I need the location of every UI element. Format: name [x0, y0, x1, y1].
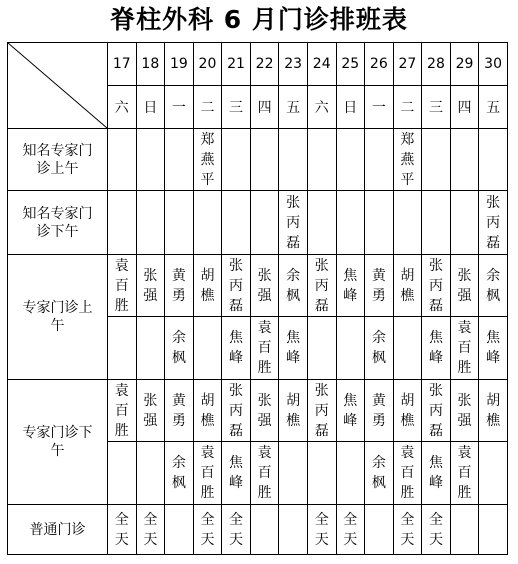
shift-cell — [136, 380, 165, 442]
doctor-name: 余枫 — [371, 455, 386, 491]
doctor-name: 余枫 — [371, 330, 386, 366]
date-cell: 25 — [336, 43, 365, 86]
doctor-name: 张强 — [457, 392, 472, 429]
weekday-cell: 日 — [136, 86, 165, 129]
doctor-name: 全天 — [343, 511, 358, 548]
shift-cell — [336, 191, 365, 255]
doctor-name: 焦峰 — [486, 330, 501, 366]
shift-cell — [307, 317, 336, 380]
weekday-cell: 三 — [222, 86, 251, 129]
weekday-cell: 一 — [165, 86, 194, 129]
doctor-name: 余枫 — [171, 330, 186, 366]
shift-cell — [222, 317, 251, 380]
date-cell: 20 — [193, 43, 222, 86]
shift-cell — [393, 255, 422, 317]
shift-cell — [108, 317, 137, 380]
doctor-name: 黄勇 — [371, 267, 386, 304]
row-label-text: 专家门诊上午 — [22, 300, 93, 334]
shift-cell — [250, 505, 279, 555]
shift-cell — [307, 442, 336, 505]
date-cell: 23 — [279, 43, 308, 86]
shift-cell — [136, 191, 165, 255]
doctor-name: 张丙磊 — [229, 382, 244, 439]
weekday-cell: 日 — [336, 86, 365, 129]
shift-cell — [336, 442, 365, 505]
shift-cell — [222, 191, 251, 255]
weekday-cell: 二 — [193, 86, 222, 129]
shift-cell — [450, 442, 479, 505]
date-cell: 24 — [307, 43, 336, 86]
weekday-cell: 三 — [422, 86, 451, 129]
shift-cell — [307, 129, 336, 191]
doctor-name: 袁百胜 — [114, 257, 129, 314]
shift-cell — [136, 317, 165, 380]
shift-cell — [422, 191, 451, 255]
doctor-name: 袁百胜 — [457, 320, 472, 376]
schedule-row — [8, 505, 508, 555]
shift-cell — [136, 255, 165, 317]
shift-cell — [250, 129, 279, 191]
shift-cell — [365, 442, 394, 505]
shift-cell — [279, 505, 308, 555]
date-cell: 30 — [479, 43, 508, 86]
doctor-name: 张丙磊 — [486, 194, 501, 251]
shift-cell — [250, 380, 279, 442]
shift-cell — [108, 191, 137, 255]
shift-cell — [450, 129, 479, 191]
weekday-cell: 四 — [250, 86, 279, 129]
shift-cell — [422, 317, 451, 380]
doctor-name: 袁百胜 — [114, 382, 129, 439]
doctor-name: 张丙磊 — [314, 257, 329, 314]
shift-cell — [108, 380, 137, 442]
date-cell: 27 — [393, 43, 422, 86]
shift-cell — [479, 505, 508, 555]
weekday-cell: 一 — [365, 86, 394, 129]
shift-cell — [479, 317, 508, 380]
doctor-name: 郑燕平 — [200, 131, 215, 188]
shift-cell — [307, 255, 336, 317]
date-row — [8, 43, 508, 86]
doctor-name: 焦峰 — [343, 267, 358, 304]
shift-cell — [193, 505, 222, 555]
shift-cell — [307, 505, 336, 555]
doctor-name: 全天 — [114, 511, 129, 548]
shift-cell — [393, 505, 422, 555]
shift-cell — [193, 317, 222, 380]
shift-cell — [165, 505, 194, 555]
doctor-name: 黄勇 — [371, 392, 386, 429]
shift-cell — [336, 317, 365, 380]
shift-cell — [279, 317, 308, 380]
row-label-text: 知名专家门诊上午 — [22, 142, 93, 177]
doctor-name: 胡樵 — [486, 392, 501, 429]
doctor-name: 全天 — [229, 511, 244, 548]
doctor-name: 张强 — [257, 267, 272, 304]
shift-cell — [108, 129, 137, 191]
doctor-name: 胡樵 — [200, 392, 215, 429]
diagonal-line — [8, 43, 107, 128]
shift-cell — [393, 317, 422, 380]
shift-cell — [336, 255, 365, 317]
doctor-name: 全天 — [143, 511, 158, 548]
doctor-name: 全天 — [400, 511, 415, 548]
shift-cell — [450, 255, 479, 317]
shift-cell — [479, 191, 508, 255]
shift-cell — [165, 191, 194, 255]
shift-cell — [422, 255, 451, 317]
doctor-name: 焦峰 — [343, 392, 358, 429]
doctor-name: 胡樵 — [286, 392, 301, 429]
doctor-name: 袁百胜 — [257, 445, 272, 501]
doctor-name: 余枫 — [286, 267, 301, 304]
doctor-name: 余枫 — [171, 455, 186, 491]
shift-cell — [279, 191, 308, 255]
shift-cell — [365, 255, 394, 317]
row-label — [8, 505, 108, 555]
row-label-text: 专家门诊下午 — [22, 425, 93, 459]
doctor-name: 袁百胜 — [200, 445, 215, 501]
shift-cell — [422, 442, 451, 505]
shift-cell — [222, 380, 251, 442]
shift-cell — [307, 380, 336, 442]
shift-cell — [165, 255, 194, 317]
doctor-name: 全天 — [428, 511, 443, 548]
row-label — [8, 129, 108, 191]
shift-cell — [336, 505, 365, 555]
shift-cell — [165, 380, 194, 442]
doctor-name: 黄勇 — [171, 392, 186, 429]
shift-cell — [279, 442, 308, 505]
shift-cell — [365, 505, 394, 555]
shift-cell — [393, 380, 422, 442]
weekday-cell: 六 — [307, 86, 336, 129]
shift-cell — [222, 255, 251, 317]
doctor-name: 焦峰 — [428, 330, 443, 366]
weekday-cell: 二 — [393, 86, 422, 129]
shift-cell — [193, 442, 222, 505]
shift-cell — [222, 505, 251, 555]
shift-cell — [222, 442, 251, 505]
doctor-name: 张丙磊 — [229, 257, 244, 314]
shift-cell — [450, 505, 479, 555]
doctor-name: 全天 — [200, 511, 215, 548]
date-cell: 26 — [365, 43, 394, 86]
date-cell: 22 — [250, 43, 279, 86]
doctor-name: 全天 — [314, 511, 329, 548]
weekday-cell: 六 — [108, 86, 137, 129]
doctor-name: 张丙磊 — [286, 194, 301, 251]
shift-cell — [393, 191, 422, 255]
shift-cell — [279, 380, 308, 442]
shift-cell — [250, 317, 279, 380]
date-cell: 21 — [222, 43, 251, 86]
shift-cell — [393, 129, 422, 191]
shift-cell — [193, 191, 222, 255]
shift-cell — [250, 442, 279, 505]
doctor-name: 胡樵 — [200, 267, 215, 304]
doctor-name: 袁百胜 — [457, 445, 472, 501]
doctor-name: 焦峰 — [286, 330, 301, 366]
doctor-name: 张强 — [257, 392, 272, 429]
doctor-name: 焦峰 — [428, 455, 443, 491]
shift-cell — [365, 129, 394, 191]
shift-cell — [336, 380, 365, 442]
doctor-name: 张丙磊 — [428, 257, 443, 314]
shift-cell — [422, 129, 451, 191]
shift-cell — [479, 380, 508, 442]
shift-cell — [136, 505, 165, 555]
shift-cell — [336, 129, 365, 191]
shift-cell — [136, 129, 165, 191]
doctor-name: 张丙磊 — [428, 382, 443, 439]
shift-cell — [250, 191, 279, 255]
shift-cell — [479, 129, 508, 191]
shift-cell — [108, 505, 137, 555]
shift-cell — [136, 442, 165, 505]
date-cell: 18 — [136, 43, 165, 86]
doctor-name: 胡樵 — [400, 267, 415, 304]
weekday-cell: 五 — [479, 86, 508, 129]
row-label — [8, 191, 108, 255]
shift-cell — [307, 191, 336, 255]
doctor-name: 袁百胜 — [257, 320, 272, 376]
doctor-name: 焦峰 — [229, 455, 244, 491]
shift-cell — [422, 380, 451, 442]
schedule-row — [8, 191, 508, 255]
shift-cell — [393, 442, 422, 505]
doctor-name: 郑燕平 — [400, 131, 415, 188]
shift-cell — [479, 255, 508, 317]
shift-cell — [365, 317, 394, 380]
schedule-row — [8, 380, 508, 442]
schedule-row — [8, 129, 508, 191]
shift-cell — [422, 505, 451, 555]
date-cell: 19 — [165, 43, 194, 86]
weekday-cell: 四 — [450, 86, 479, 129]
shift-cell — [479, 442, 508, 505]
date-cell: 17 — [108, 43, 137, 86]
shift-cell — [450, 380, 479, 442]
shift-cell — [165, 317, 194, 380]
date-cell: 29 — [450, 43, 479, 86]
shift-cell — [279, 129, 308, 191]
doctor-name: 袁百胜 — [400, 445, 415, 501]
shift-cell — [450, 191, 479, 255]
shift-cell — [193, 129, 222, 191]
row-label — [8, 255, 108, 380]
doctor-name: 黄勇 — [171, 267, 186, 304]
shift-cell — [222, 129, 251, 191]
row-label — [8, 380, 108, 505]
shift-cell — [279, 255, 308, 317]
doctor-name: 余枫 — [486, 267, 501, 304]
shift-cell — [108, 255, 137, 317]
doctor-name: 张强 — [143, 267, 158, 304]
doctor-name: 焦峰 — [229, 330, 244, 366]
doctor-name: 张丙磊 — [314, 382, 329, 439]
schedule-table — [7, 42, 508, 555]
doctor-name: 胡樵 — [400, 392, 415, 429]
row-label-text: 知名专家门诊下午 — [22, 205, 93, 240]
shift-cell — [165, 442, 194, 505]
schedule-row — [8, 255, 508, 317]
shift-cell — [250, 255, 279, 317]
shift-cell — [193, 380, 222, 442]
doctor-name: 张强 — [143, 392, 158, 429]
shift-cell — [165, 129, 194, 191]
doctor-name: 张强 — [457, 267, 472, 304]
shift-cell — [450, 317, 479, 380]
shift-cell — [193, 255, 222, 317]
shift-cell — [108, 442, 137, 505]
weekday-cell: 五 — [279, 86, 308, 129]
date-cell: 28 — [422, 43, 451, 86]
page-title: 脊柱外科 6 月门诊排班表 — [110, 5, 408, 34]
corner-cell — [8, 43, 108, 129]
row-label-text: 普通门诊 — [29, 521, 86, 538]
shift-cell — [365, 191, 394, 255]
shift-cell — [365, 380, 394, 442]
